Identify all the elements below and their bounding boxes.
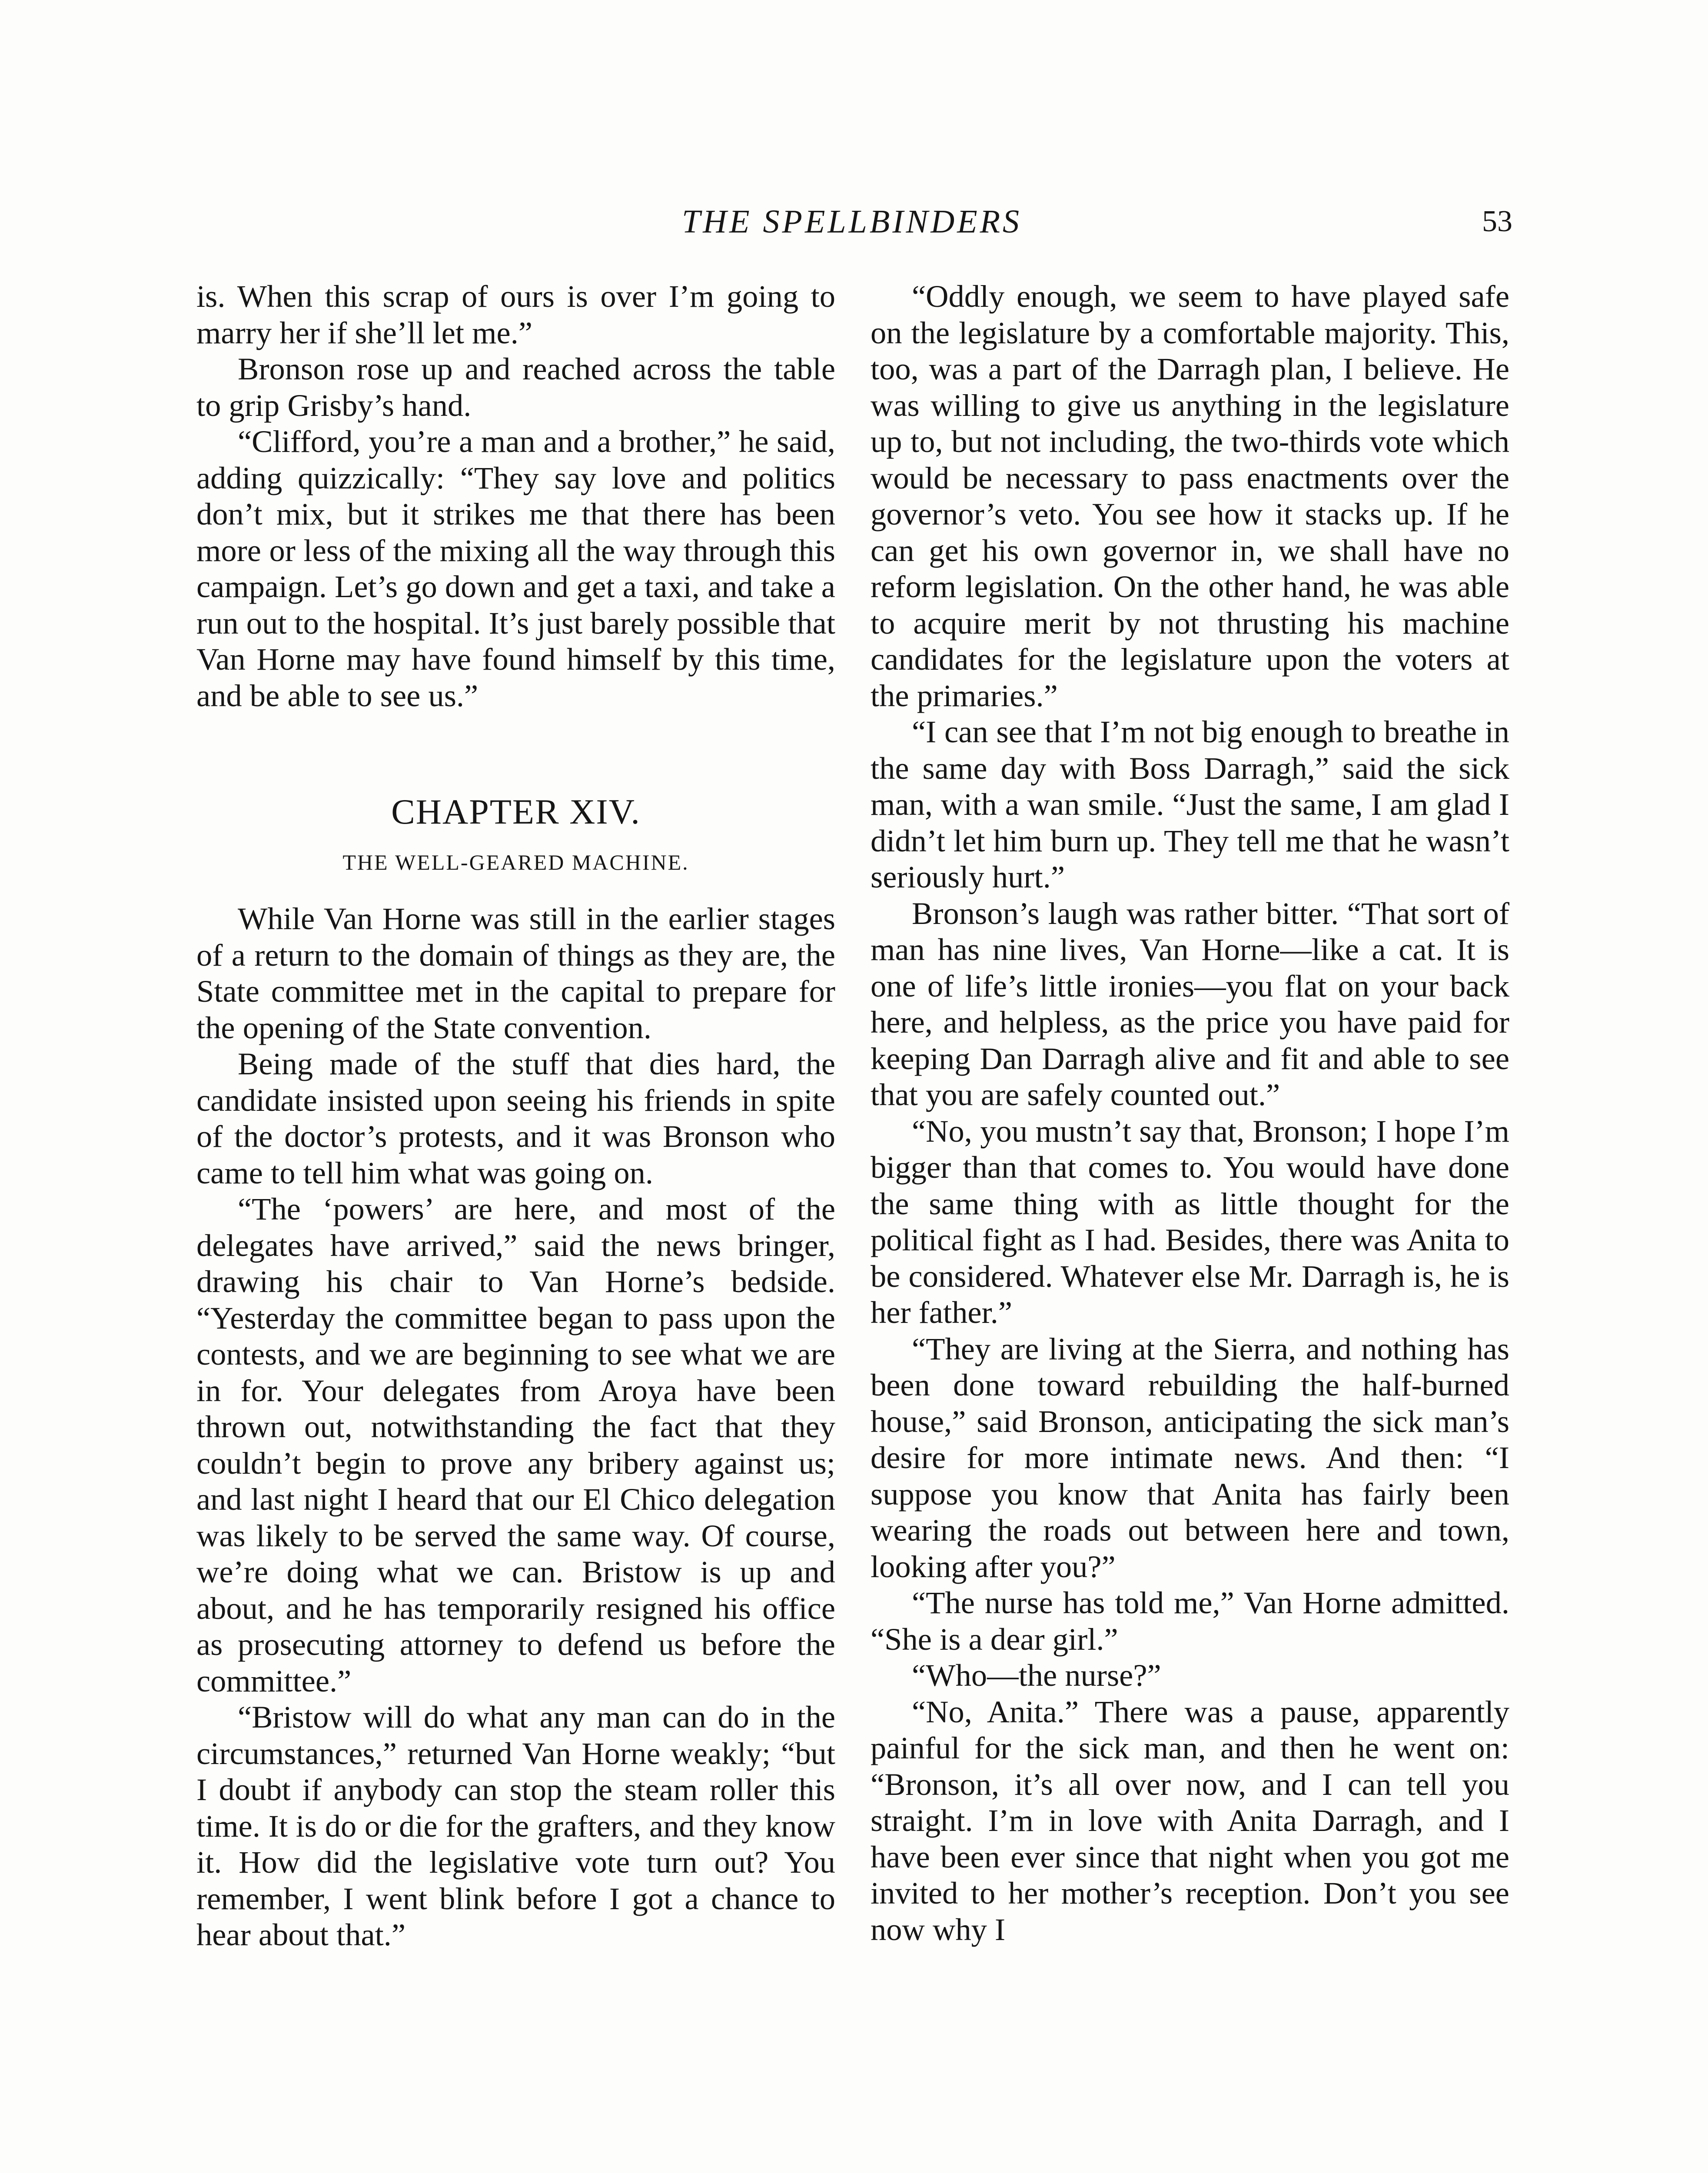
paragraph: Being made of the stuff that dies hard, the candidate insisted upon seeing his friends in spite of the doctor’s protests, and it was Bronson who came to tell him what was going on. bbox=[196, 1046, 835, 1190]
paragraph: “The nurse has told me,” Van Horne admitted. “She is a dear girl.” bbox=[871, 1585, 1509, 1657]
paragraph: “They are living at the Sierra, and nothing has been done toward rebuilding the half-burned house,” said Bronson, anticipating the sick man’s desire for more intimate news. And then: “I suppose you know that Anita has fairly been wearing the roads out between here and town, looking after you?” bbox=[871, 1331, 1509, 1584]
right-column bbox=[871, 278, 1509, 1947]
paragraph: “No, you mustn’t say that, Bronson; I hope I’m bigger than that comes to. You would have done the same thing with as little thought for the political fight as I had. Besides, there was Anita to be considered. Whatever else Mr. Darragh is, he is her father.” bbox=[871, 1113, 1509, 1330]
paragraph: “The ‘powers’ are here, and most of the delegates have arrived,” said the news bringer, drawing his chair to Van Horne’s bedside. “Yesterday the committee began to pass upon the contests, and we are beginning to see what we are in for. Your delegates from Aroya have been thrown out, notwithstanding the fact that they couldn’t begin to prove any bribery against us; and last night I heard that our El Chico delegation was likely to be served the same way. Of course, we’re doing what we can. Bristow is up and about, and he has temporarily resigned his office as prosecuting attorney to defend us before the committee.” bbox=[196, 1191, 835, 1698]
paragraph: “I can see that I’m not big enough to breathe in the same day with Boss Darragh,” said the sick man, with a wan smile. “Just the same, I am glad I didn’t let him burn up. They tell me that he wasn’t seriously hurt.” bbox=[871, 714, 1509, 894]
paragraph: “No, Anita.” There was a pause, apparently painful for the sick man, and then he went on: “Bronson, it’s all over now, and I can tell you straight. I’m in love with Anita Darragh, and I have been ever since that night when you got me invited to her mother’s reception. Don’t you see now why I bbox=[871, 1694, 1509, 1947]
paragraph: “Oddly enough, we seem to have played safe on the legislature by a comfortable majority. This, too, was a part of the Darragh plan, I believe. He was willing to give us anything in the legislature up to, but not including, the two-thirds vote which would be necessary to pass enactments over the governor’s veto. You see how it stacks up. If he can get his own governor in, we shall have no reform legislation. On the other hand, he was able to acquire merit by not thrusting his machine candidates for the legislature upon the voters at the primaries.” bbox=[871, 279, 1509, 713]
paragraph: Bronson’s laugh was rather bitter. “That sort of man has nine lives, Van Horne—like a cat. It is one of life’s little ironies—you flat on your back here, and helpless, as the price you have paid for keeping Dan Darragh alive and fit and able to see that you are safely counted out.” bbox=[871, 895, 1509, 1112]
left-column bbox=[196, 278, 835, 1953]
paragraph: While Van Horne was still in the earlier stages of a return to the domain of things as they are, the State committee met in the capital to prepare for the opening of the State convention. bbox=[196, 901, 835, 1045]
page-number: 53 bbox=[1482, 205, 1512, 238]
running-title: THE SPELLBINDERS bbox=[681, 203, 1022, 240]
chapter-subtitle: THE WELL-GEARED MACHINE. bbox=[342, 850, 689, 874]
chapter-heading: CHAPTER XIV. bbox=[391, 792, 641, 831]
paragraph: is. When this scrap of ours is over I’m going to marry her if she’ll let me.” bbox=[196, 279, 835, 350]
running-head bbox=[0, 198, 1708, 246]
paragraph: “Bristow will do what any man can do in the circumstances,” returned Van Horne weakly; “but I doubt if anybody can stop the steam roller this time. It is do or die for the grafters, and they know it. How did the legislative vote turn out? You remember, I went blink before I got a chance to hear about that.” bbox=[196, 1699, 835, 1952]
paragraph: “Who—the nurse?” bbox=[912, 1658, 1161, 1693]
paragraph: “Clifford, you’re a man and a brother,” he said, adding quizzically: “They say love and politics don’t mix, but it strikes me that there has been more or less of the mixing all the way through this campaign. Let’s go down and get a taxi, and take a run out to the hospital. It’s just barely possible that Van Horne may have found himself by this time, and be able to see us.” bbox=[196, 424, 835, 713]
paragraph: Bronson rose up and reached across the table to grip Grisby’s hand. bbox=[196, 351, 835, 423]
